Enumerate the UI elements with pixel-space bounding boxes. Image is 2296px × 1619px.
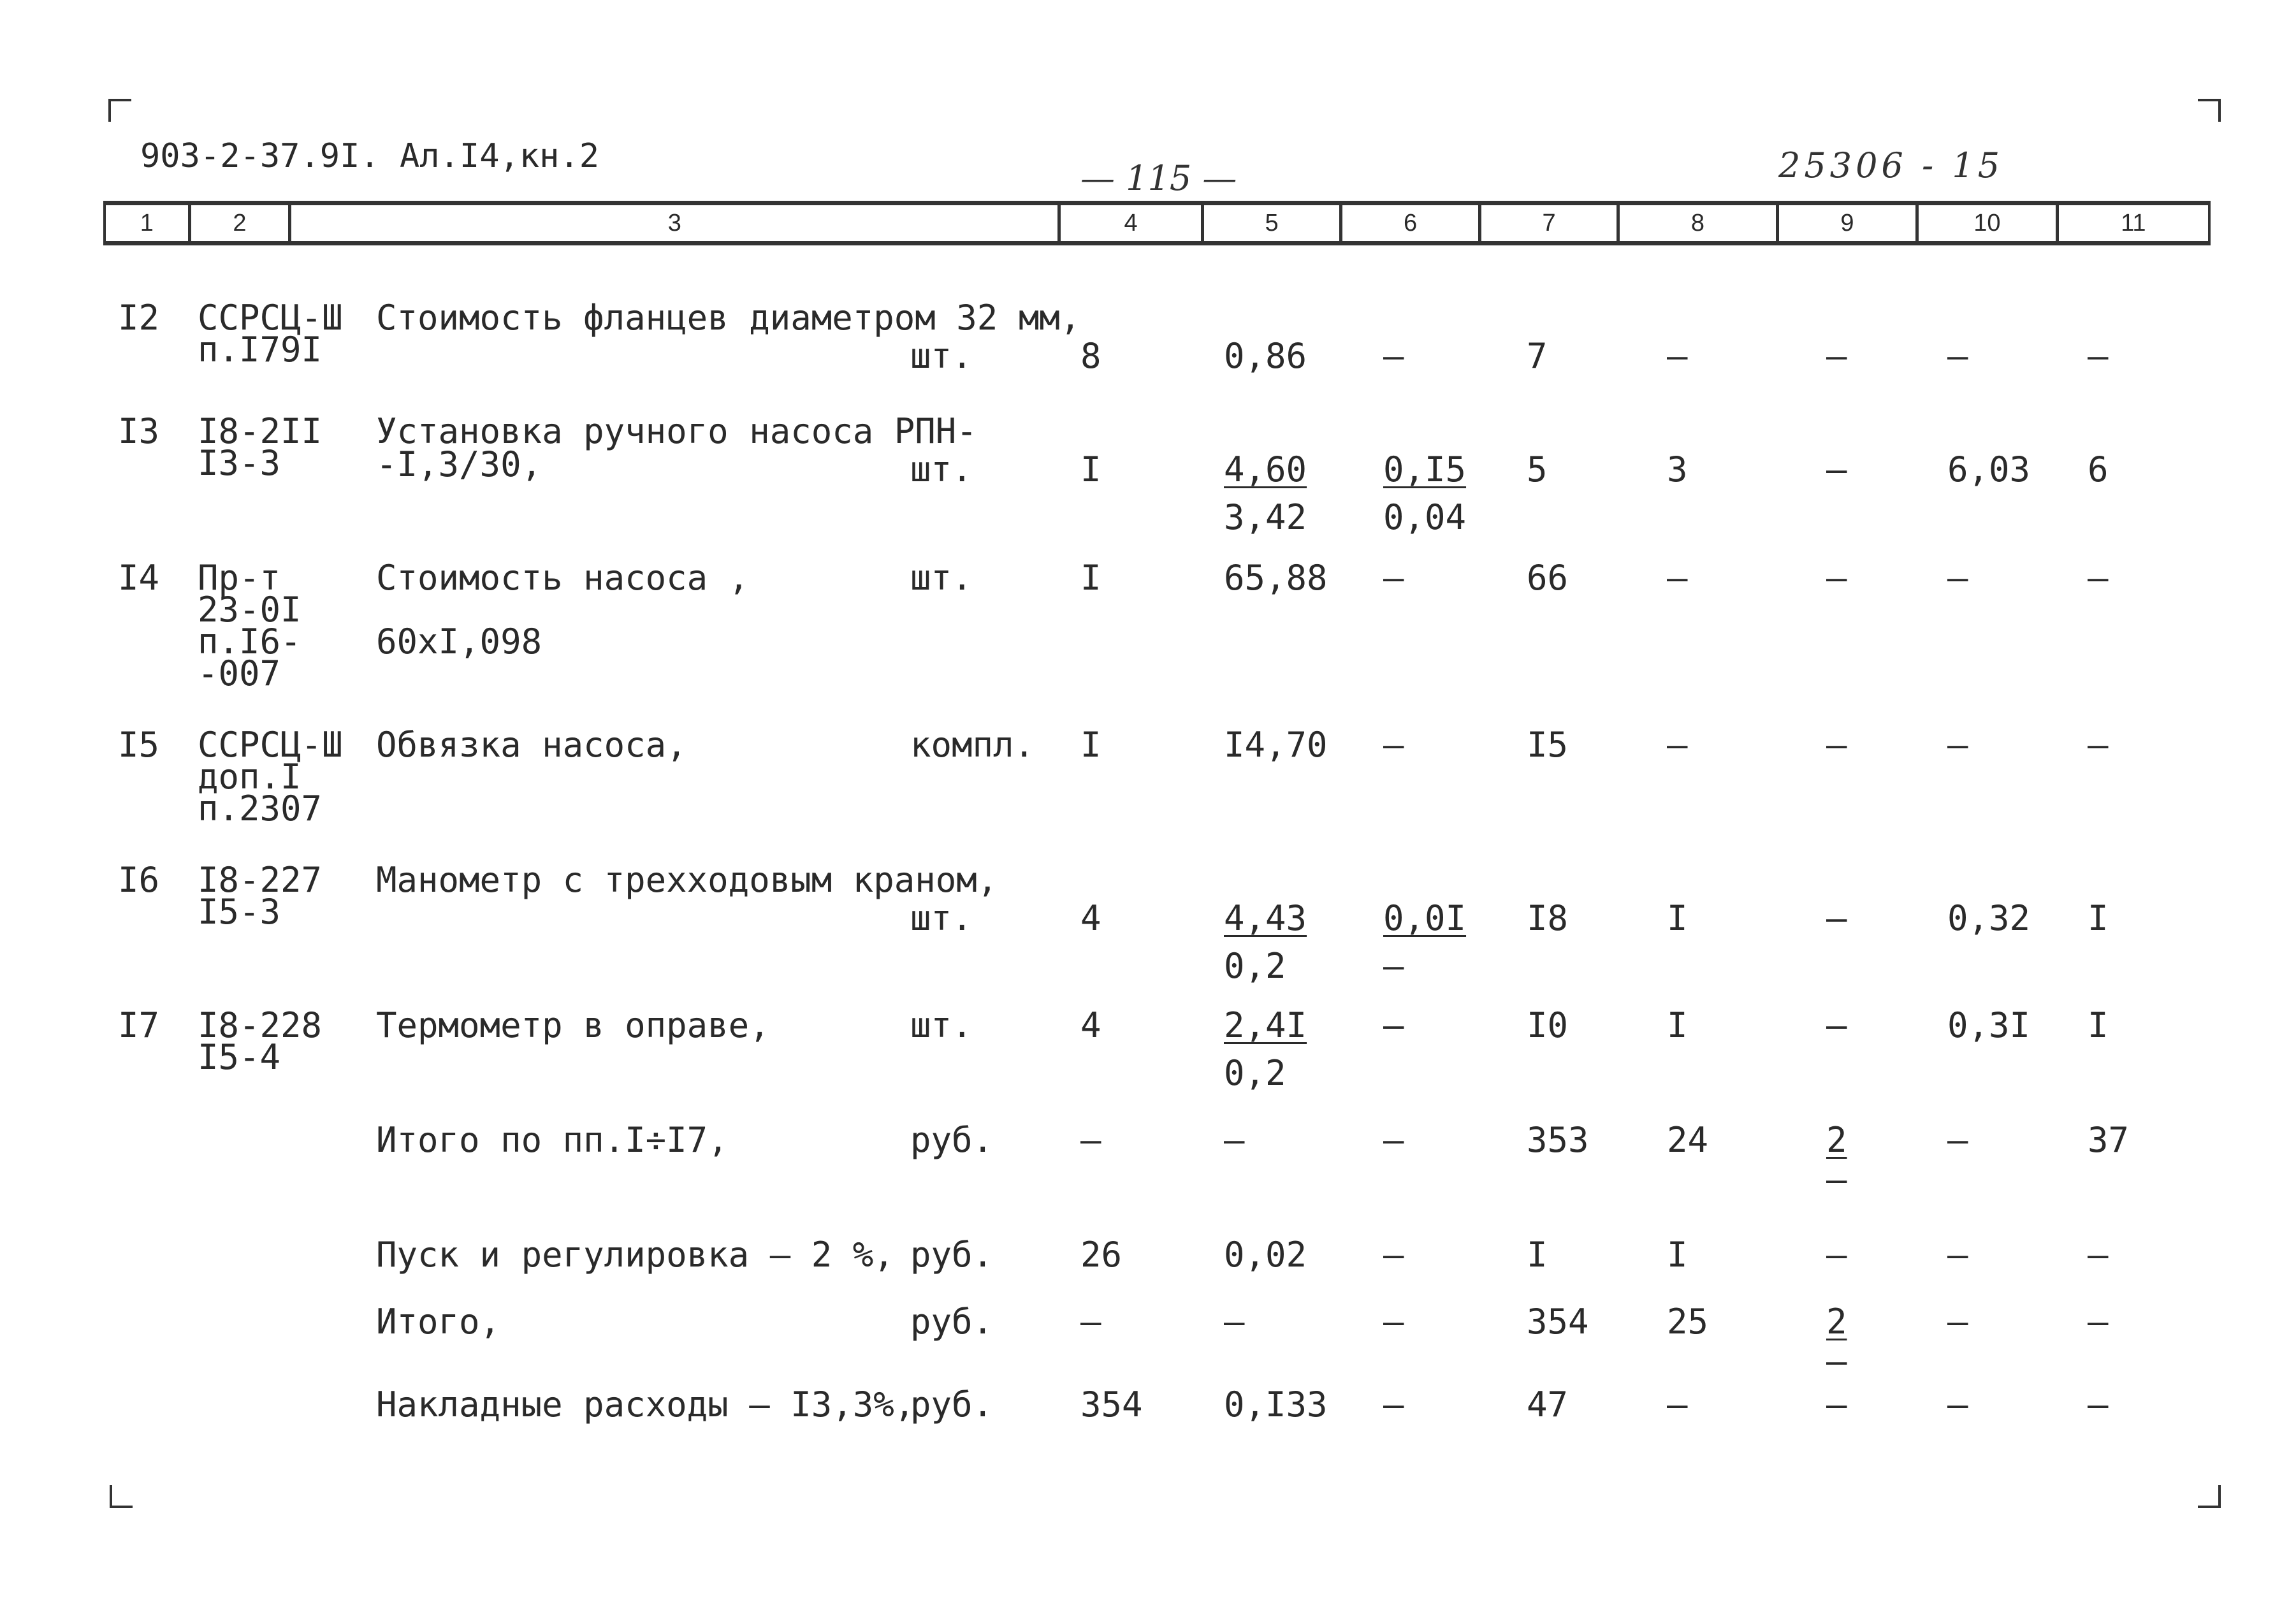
row-col7-value: I5 bbox=[1527, 725, 1569, 765]
row-col10-value: – bbox=[1947, 725, 1968, 765]
row-code-line: доп.I bbox=[198, 757, 302, 797]
row-unit: шт. bbox=[910, 336, 973, 376]
total-col5-value: 0,I33 bbox=[1224, 1384, 1328, 1425]
total-col7-value: I bbox=[1527, 1235, 1548, 1275]
row-code-line: 23-0I bbox=[198, 590, 302, 630]
total-col6-value: – bbox=[1383, 1302, 1404, 1342]
row-code-line: I5-3 bbox=[198, 892, 281, 932]
row-col11-value: – bbox=[2088, 558, 2109, 598]
row-description-line: Стоимость фланцев диаметром 32 мм, bbox=[376, 298, 1081, 338]
corner-mark-bottom-right bbox=[2198, 1485, 2221, 1508]
corner-mark-top-left bbox=[108, 99, 131, 122]
total-col9-subvalue: – bbox=[1826, 1159, 1847, 1200]
row-quantity: 4 bbox=[1080, 1005, 1101, 1045]
total-col9-subvalue: – bbox=[1826, 1341, 1847, 1381]
row-col11-value: I bbox=[2088, 1005, 2109, 1045]
total-col7-value: 353 bbox=[1527, 1120, 1589, 1160]
column-number-10: 10 bbox=[1919, 205, 2058, 241]
row-col8-value: 3 bbox=[1667, 449, 1688, 490]
total-col7-value: 47 bbox=[1527, 1384, 1569, 1425]
row-col6-subvalue: 0,04 bbox=[1383, 497, 1467, 537]
row-code-line: п.I79I bbox=[198, 330, 323, 370]
column-number-11: 11 bbox=[2121, 209, 2146, 236]
total-col5-value: – bbox=[1224, 1120, 1245, 1160]
total-col5-value: – bbox=[1224, 1302, 1245, 1342]
row-col5-value: 65,88 bbox=[1224, 558, 1328, 598]
row-code-line: I8-2II bbox=[198, 411, 323, 451]
row-col9-value: – bbox=[1826, 449, 1847, 490]
row-col6-value: – bbox=[1383, 558, 1404, 598]
row-unit: компл. bbox=[910, 725, 1035, 765]
row-col7-value: I8 bbox=[1527, 898, 1569, 938]
row-col6-value: 0,I5 bbox=[1383, 449, 1467, 490]
row-col11-value: – bbox=[2088, 336, 2109, 376]
row-col10-value: – bbox=[1947, 558, 1968, 598]
row-col5-subvalue: 0,2 bbox=[1224, 946, 1286, 986]
document-code: 903-2-37.9I. Ал.I4,кн.2 bbox=[140, 137, 600, 175]
total-col11-value: 37 bbox=[2088, 1120, 2130, 1160]
row-col8-value: – bbox=[1667, 558, 1688, 598]
column-number-8: 8 bbox=[1620, 205, 1778, 241]
row-col8-value: I bbox=[1667, 898, 1688, 938]
row-description-line: Стоимость насоса , bbox=[376, 558, 750, 598]
total-col9-value: – bbox=[1826, 1235, 1847, 1275]
total-col8-value: – bbox=[1667, 1384, 1688, 1425]
row-quantity: I bbox=[1080, 558, 1101, 598]
row-quantity: 8 bbox=[1080, 336, 1101, 376]
total-unit: руб. bbox=[910, 1384, 994, 1425]
row-col8-value: I bbox=[1667, 1005, 1688, 1045]
total-description: Накладные расходы – I3,3%, bbox=[376, 1384, 915, 1425]
row-col10-value: 0,3I bbox=[1947, 1005, 2031, 1045]
row-col5-value: I4,70 bbox=[1224, 725, 1328, 765]
row-code-line: I3-3 bbox=[198, 443, 281, 483]
row-col9-value: – bbox=[1826, 898, 1847, 938]
row-code-line: Пр-т bbox=[198, 558, 281, 598]
row-col7-value: 5 bbox=[1527, 449, 1548, 490]
corner-mark-bottom-left bbox=[110, 1485, 133, 1508]
total-col5-value: 0,02 bbox=[1224, 1235, 1307, 1275]
row-number: I7 bbox=[118, 1005, 160, 1045]
total-col4-value: – bbox=[1080, 1302, 1101, 1342]
row-col8-value: – bbox=[1667, 725, 1688, 765]
row-col5-value: 4,43 bbox=[1224, 898, 1307, 938]
row-col9-value: – bbox=[1826, 336, 1847, 376]
row-code-line: -007 bbox=[198, 653, 281, 693]
column-number-7: 7 bbox=[1481, 205, 1620, 241]
row-col9-value: – bbox=[1826, 558, 1847, 598]
total-col10-value: – bbox=[1947, 1120, 1968, 1160]
column-number-6: 6 bbox=[1342, 205, 1481, 241]
total-col7-value: 354 bbox=[1527, 1302, 1589, 1342]
column-number-bar bbox=[103, 201, 2211, 245]
row-number: I2 bbox=[118, 298, 160, 338]
page-number: — 115 — bbox=[1080, 158, 1237, 198]
total-unit: руб. bbox=[910, 1235, 994, 1275]
total-col4-value: 26 bbox=[1080, 1235, 1123, 1275]
row-col6-value: – bbox=[1383, 725, 1404, 765]
total-col10-value: – bbox=[1947, 1235, 1968, 1275]
total-col6-value: – bbox=[1383, 1235, 1404, 1275]
total-unit: руб. bbox=[910, 1120, 994, 1160]
row-unit: шт. bbox=[910, 558, 973, 598]
total-col4-value: 354 bbox=[1080, 1384, 1143, 1425]
row-col6-value: – bbox=[1383, 1005, 1404, 1045]
total-col6-value: – bbox=[1383, 1120, 1404, 1160]
row-col5-value: 4,60 bbox=[1224, 449, 1307, 490]
row-unit: шт. bbox=[910, 449, 973, 490]
total-col10-value: – bbox=[1947, 1384, 1968, 1425]
row-col11-value: – bbox=[2088, 725, 2109, 765]
row-col5-value: 2,4I bbox=[1224, 1005, 1307, 1045]
total-col8-value: 24 bbox=[1667, 1120, 1709, 1160]
row-col6-value: 0,0I bbox=[1383, 898, 1467, 938]
column-number-5: 5 bbox=[1204, 205, 1342, 241]
row-number: I4 bbox=[118, 558, 160, 598]
row-col7-value: 7 bbox=[1527, 336, 1548, 376]
total-col11-value: – bbox=[2088, 1302, 2109, 1342]
row-quantity: 4 bbox=[1080, 898, 1101, 938]
row-description-line: Установка ручного насоса РПН- bbox=[376, 411, 977, 451]
row-description-line: Термометр в оправе, bbox=[376, 1005, 770, 1045]
row-code-line: ССРСЦ-Ш bbox=[198, 725, 343, 765]
corner-mark-top-right bbox=[2198, 99, 2221, 122]
total-col9-value: – bbox=[1826, 1384, 1847, 1425]
row-col10-value: – bbox=[1947, 336, 1968, 376]
row-col10-value: 6,03 bbox=[1947, 449, 2031, 490]
row-col9-value: – bbox=[1826, 1005, 1847, 1045]
total-col11-value: – bbox=[2088, 1384, 2109, 1425]
row-col6-subvalue: – bbox=[1383, 946, 1404, 986]
column-number-9: 9 bbox=[1779, 205, 1919, 241]
row-col7-value: I0 bbox=[1527, 1005, 1569, 1045]
row-number: I3 bbox=[118, 411, 160, 451]
row-description-line: Манометр с трехходовым краном, bbox=[376, 860, 998, 900]
row-col6-value: – bbox=[1383, 336, 1404, 376]
sheet-code: 25306 - 15 bbox=[1778, 145, 2004, 185]
row-col5-subvalue: 3,42 bbox=[1224, 497, 1307, 537]
total-description: Итого по пп.I÷I7, bbox=[376, 1120, 729, 1160]
row-code-line: п.I6- bbox=[198, 621, 302, 662]
total-col8-value: I bbox=[1667, 1235, 1688, 1275]
total-col9-value: 2 bbox=[1826, 1302, 1847, 1342]
total-col4-value: – bbox=[1080, 1120, 1101, 1160]
row-code-line: I8-228 bbox=[198, 1005, 323, 1045]
column-number-2: 2 bbox=[191, 205, 292, 241]
row-col5-subvalue: 0,2 bbox=[1224, 1053, 1286, 1093]
row-description-line: Обвязка насоса, bbox=[376, 725, 687, 765]
row-code-line: I5-4 bbox=[198, 1037, 281, 1077]
total-unit: руб. bbox=[910, 1302, 994, 1342]
row-number: I6 bbox=[118, 860, 160, 900]
row-col11-value: 6 bbox=[2088, 449, 2109, 490]
column-number-4: 4 bbox=[1061, 205, 1203, 241]
column-number-1: 1 bbox=[106, 205, 191, 241]
row-col11-value: I bbox=[2088, 898, 2109, 938]
row-col9-value: – bbox=[1826, 725, 1847, 765]
column-number-3: 3 bbox=[291, 205, 1061, 241]
row-unit: шт. bbox=[910, 898, 973, 938]
row-description-line: -I,3/30, bbox=[376, 444, 542, 484]
row-code-line: I8-227 bbox=[198, 860, 323, 900]
total-description: Итого, bbox=[376, 1302, 501, 1342]
row-code-line: п.2307 bbox=[198, 788, 323, 829]
row-quantity: I bbox=[1080, 449, 1101, 490]
row-unit: шт. bbox=[910, 1005, 973, 1045]
row-col8-value: – bbox=[1667, 336, 1688, 376]
row-col5-value: 0,86 bbox=[1224, 336, 1307, 376]
total-description: Пуск и регулировка – 2 %, bbox=[376, 1235, 894, 1275]
total-col9-value: 2 bbox=[1826, 1120, 1847, 1160]
row-quantity: I bbox=[1080, 725, 1101, 765]
row-code-line: ССРСЦ-Ш bbox=[198, 298, 343, 338]
row-col10-value: 0,32 bbox=[1947, 898, 2031, 938]
total-col10-value: – bbox=[1947, 1302, 1968, 1342]
total-col8-value: 25 bbox=[1667, 1302, 1709, 1342]
row-number: I5 bbox=[118, 725, 160, 765]
row-description-line: 60хI,098 bbox=[376, 621, 542, 662]
total-col11-value: – bbox=[2088, 1235, 2109, 1275]
row-col7-value: 66 bbox=[1527, 558, 1569, 598]
total-col6-value: – bbox=[1383, 1384, 1404, 1425]
